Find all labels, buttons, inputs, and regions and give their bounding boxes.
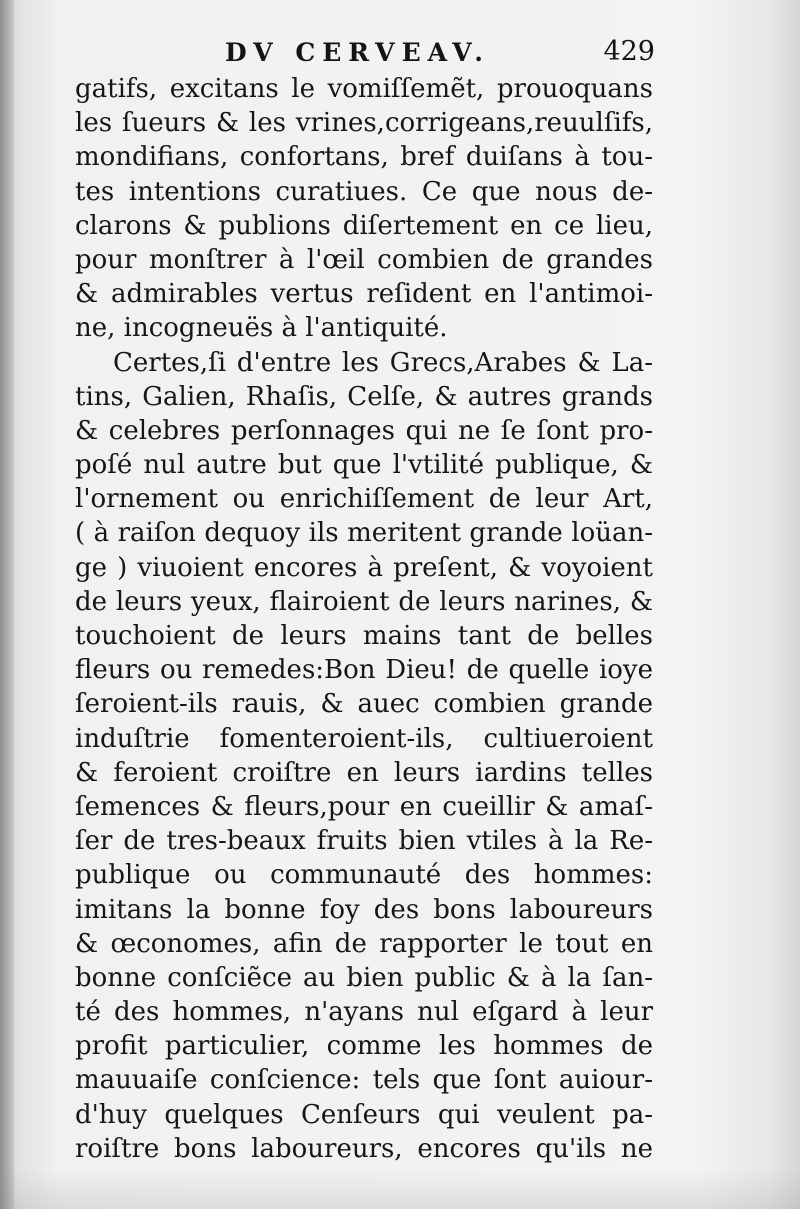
text-line: & œconomes, afin de rapporter le tout en [75,928,653,959]
text-line: les ſueurs & les vrines,corrigeans,reuulſifs, [75,108,653,139]
text-line: bonne conſciẽce au bien public & à la ſan- [75,962,653,993]
text-line: publique ou communauté des hommes: [75,860,653,891]
text-line: tins, Galien, Rhaſis, Celſe, & autres grands [75,381,653,412]
text-line: mondifians, confortans, bref duiſans à tou- [75,142,653,173]
text-line: mauuaiſe conſcience: tels que ſont auiour- [75,1065,653,1096]
text-line: & feroient croiſtre en leurs iardins telles [75,757,653,788]
text-line: profit particulier, comme les hommes de [75,1031,653,1062]
page-bottom-shadow [0,1169,800,1209]
text-line: gatifs, excitans le vomiſſemẽt, prouoquans [75,74,653,104]
running-head: DV CERVEAV. [225,38,490,67]
text-line: ſeroient-ils rauis, & auec combien grande [75,689,653,720]
text-line: roiſtre bons laboureurs, encores qu'ils ne [75,1133,653,1164]
page-number: 429 [603,36,655,67]
text-line: fleurs ou remedes:Bon Dieu! de quelle ioye [75,655,653,686]
spine-shadow [0,0,14,1209]
text-line: tes intentions curatiues. Ce que nous de- [75,176,653,207]
text-line: de leurs yeux, flairoient de leurs narines, & [75,586,653,617]
text-line: & celebres perſonnages qui ne ſe ſont pro- [75,415,653,446]
text-line: d'huy quelques Cenſeurs qui veulent pa- [75,1099,653,1130]
text-line: poſé nul autre but que l'vtilité publique, & [75,450,653,481]
text-line: pour monſtrer à l'œil combien de grandes [75,244,653,275]
text-line: ( à raiſon dequoy ils meritent grande loüan- [75,518,653,549]
text-line: l'ornement ou enrichiſſement de leur Art, [75,484,653,515]
text-line: induſtrie fomenteroient-ils, cultiueroient [75,723,653,754]
text-line: té des hommes, n'ayans nul eſgard à leur [75,997,653,1028]
text-line: ſer de tres-beaux fruits bien vtiles à la Re- [75,826,653,857]
text-line: clarons & publions diſertement en ce lieu, [75,210,653,241]
text-line: touchoient de leurs mains tant de belles [75,621,653,651]
text-line: ſemences & fleurs,pour en cueillir & amaſ- [75,791,653,822]
text-line: ge ) viuoient encores à preſent, & voyoient [75,552,653,583]
text-line: Certes,ſi d'entre les Grecs,Arabes & La- [113,347,653,378]
text-line: ne, incogneuës à l'antiquité. [75,313,448,344]
body-text [75,72,653,1166]
text-line: & admirables vertus reſident en l'antimoi- [75,279,653,310]
text-line: imitans la bonne foy des bons laboureurs [75,894,653,925]
